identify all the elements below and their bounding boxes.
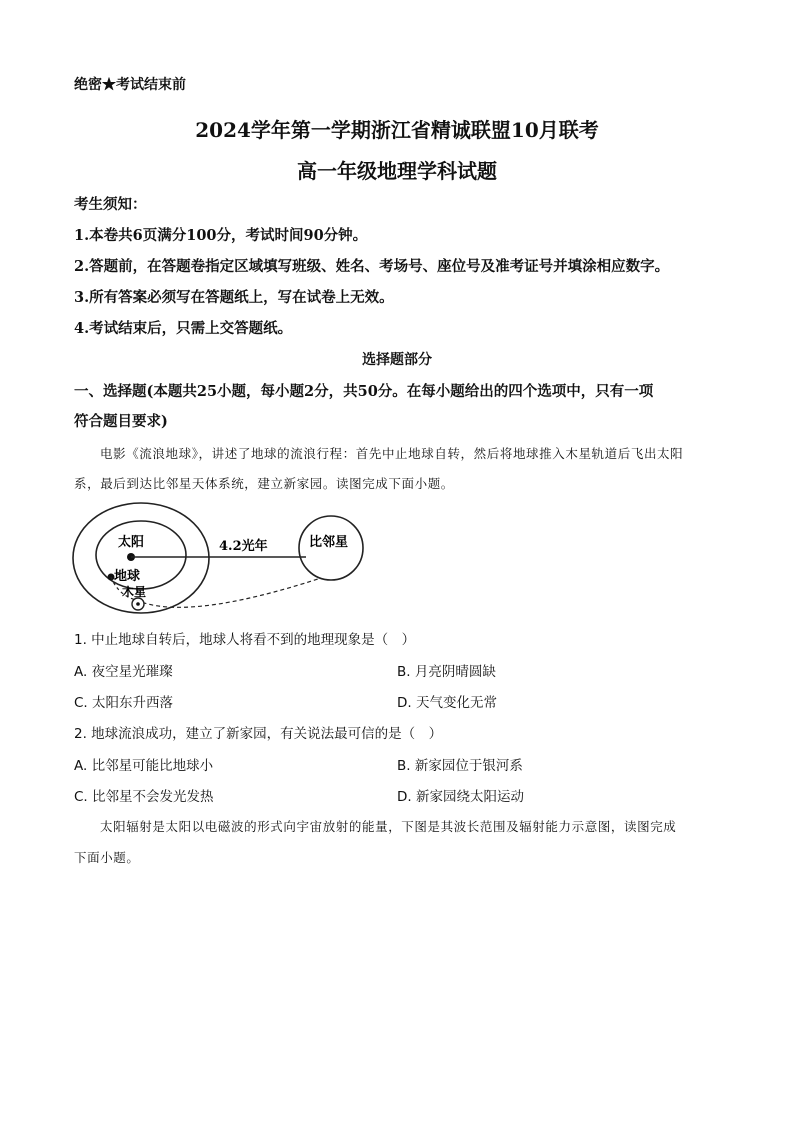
question-1-option-d[interactable]: D. 天气变化无常	[397, 695, 497, 711]
jupiter-label: 木星	[122, 585, 147, 599]
question-1-option-c[interactable]: C. 太阳东升西落	[74, 695, 174, 711]
question-2-option-b[interactable]: B. 新家园位于银河系	[397, 758, 523, 774]
question-2-option-a[interactable]: A. 比邻星可能比地球小	[74, 758, 214, 774]
passage-2-line-1: 太阳辐射是太阳以电磁波的形式向宇宙放射的能量，下图是其波长范围及辐射能力示意图，读图完成	[100, 819, 677, 834]
passage-2-line-2: 下面小题。	[74, 850, 140, 865]
passage-1-line-2: 系，最后到达比邻星天体系统，建立新家园。读图完成下面小题。	[74, 476, 454, 491]
passage-1-line-1: 电影《流浪地球》，讲述了地球的流浪行程：首先中止地球自转，然后将地球推入木星轨道后飞出太阳	[100, 446, 684, 461]
question-1-option-b[interactable]: B. 月亮阴晴圆缺	[397, 664, 496, 680]
question-2-stem: 2. 地球流浪成功，建立了新家园，有关说法最可信的是（ ）	[74, 726, 443, 742]
notice-item: 4.考试结束后，只需上交答题纸。	[74, 320, 293, 337]
exam-subtitle: 高一年级地理学科试题	[297, 159, 497, 183]
question-2-option-d[interactable]: D. 新家园绕太阳运动	[397, 789, 524, 805]
notice-heading: 考生须知：	[74, 196, 147, 213]
question-1-option-a[interactable]: A. 夜空星光璀璨	[74, 664, 173, 680]
section-instruction: 一、选择题(本题共25小题，每小题2分，共50分。在每小题给出的四个选项中，只有一项	[74, 383, 654, 400]
notice-item: 3.所有答案必须写在答题纸上，写在试卷上无效。	[74, 289, 394, 306]
section-heading: 选择题部分	[362, 352, 432, 368]
exam-title: 2024学年第一学期浙江省精诚联盟10月联考	[195, 118, 599, 142]
distance-label: 4.2光年	[219, 539, 268, 554]
path-to-proxima	[136, 578, 321, 607]
sun-label: 太阳	[118, 535, 145, 550]
question-2-option-c[interactable]: C. 比邻星不会发光发热	[74, 789, 214, 805]
earth-label: 地球	[114, 569, 141, 584]
orbit-diagram	[66, 500, 386, 620]
notice-item: 2.答题前，在答题卷指定区域填写班级、姓名、考场号、座位号及准考证号并填涂相应数字。	[74, 258, 670, 275]
notice-item: 1.本卷共6页满分100分，考试时间90分钟。	[74, 227, 368, 244]
proxima-label: 比邻星	[309, 535, 349, 550]
confidential-label: 绝密★考试结束前	[74, 77, 186, 93]
section-instruction-cont: 符合题目要求)	[74, 413, 168, 430]
question-1-stem: 1. 中止地球自转后，地球人将看不到的地理现象是（ ）	[74, 632, 416, 648]
